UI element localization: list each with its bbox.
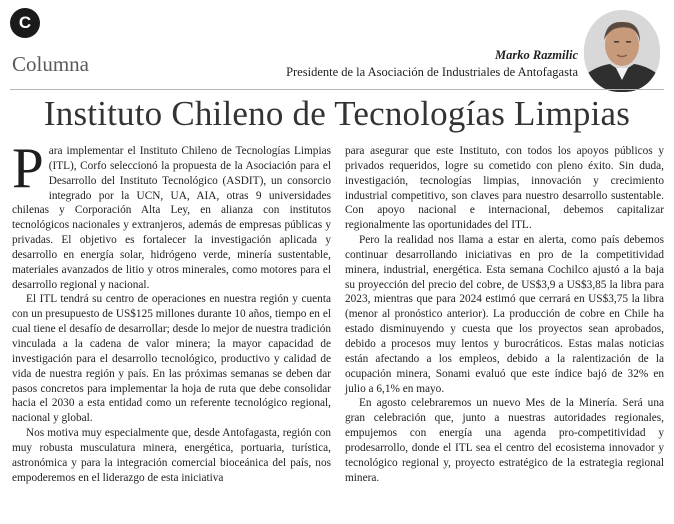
author-block [286,48,578,80]
header-rule [10,89,664,90]
section-label: Columna [12,52,89,76]
article-paragraph: En agosto celebraremos un nuevo Mes de la Minería. Será una gran celebración que, junto a nuestras autoridades regionales, empujemos con energía una agenda pro-competitividad y prodesarrollo, donde el ITL sea el centro del ecosistema innovador y tecnológico regional y, proyecto estratégico de la estrategia regional minera. [345,397,664,484]
section-badge: C [10,8,40,38]
column-header [0,0,674,90]
article-paragraph: Nos motiva muy especialmente que, desde Antofagasta, región con muy robusta musculatura minera, energética, portuaria, turística, astronómica y para la integración comercial bioceánica del país, nos empoderemos en el liderazgo de esta iniciativa [12,427,331,484]
article-paragraph: para asegurar que este Instituto, con todos los apoyos públicos y privados requeridos, logre su cometido con pleno éxito. Sin duda, investigación, tecnologías limpias, innovación y crecimiento industrial competitivo, son claves para nuestro desarrollo sustentable. Con apoyo nacional e internacional, debemos capitalizar regionalmente las oportunidades del ITL. [345,145,664,232]
article-body [12,137,664,485]
paragraph-text: ara implementar el Instituto Chileno de Tecnologías Limpias (ITL), Corfo seleccionó la propuesta de la Asociación para el Desarrollo del Instituto Tecnológico (ASDIT), un consorcio integrado por la UCN, UA, AIA, otras 9 universidades chilenas y Corporación Alta Ley, en alianza con institutos tecnológicos nacionales y extranjeros, además de empresas públicas y privadas. El objetivo es fortalecer la investigación aplicada y desarrollo en energía solar, hidrógeno verde, minería sustentable, materiales avanzados de litio y otros minerales, como motores para el desarrollo regional y nacional. [12,145,331,291]
article-paragraph [12,137,331,292]
article-column-right [345,144,664,485]
author-portrait [584,10,660,92]
drop-cap: P [12,137,44,200]
author-portrait-illustration [584,10,660,92]
author-name: Marko Razmilic [495,48,578,62]
article-headline: Instituto Chileno de Tecnologías Limpias [43,94,631,133]
article-paragraph: El ITL tendrá su centro de operaciones en nuestra región y cuenta con un presupuesto de US$125 millones durante 10 años, tiempo en el cual tiene el desafío de desarrollar; desde lo mejor de nuestra tradición vinculada a la cadena de valor minera; la mayor capacidad de investigación para el desarrollo tecnológico, productivo y calidad de vida de nuestra región y país. En las próximas semanas se deben dar pasos concretos para implementar la hoja de ruta que debe consolidar hacia el 2030 a esta entidad como un referente tecnológico regional, nacional y global. [12,293,332,425]
article-column-left [12,137,332,485]
article-paragraph: Pero la realidad nos llama a estar en alerta, como país debemos continuar desarrollando iniciativas en pro de la competitividad minera, industrial, energética. Esta semana Cochilco ajustó a la baja su proyección del precio del cobre, de US$3,9 a US$3,85 la libra para 2023, mientras que para 2024 estimó que cerrará en US$3,75 la libra (menor al pronóstico anterior). La producción de cobre en Chile ha estado disminuyendo y cuesta que los proyectos sean aprobados, debido a procesos muy lentos y burocráticos. Estas malas noticias están afectando a los empleos, debido a la ralentización de la ocupación minera, Sonami evaluó que este índice bajó de 32% en julio a 6,1% en mayo. [345,234,664,395]
author-role: Presidente de la Asociación de Industriales de Antofagasta [286,65,578,79]
